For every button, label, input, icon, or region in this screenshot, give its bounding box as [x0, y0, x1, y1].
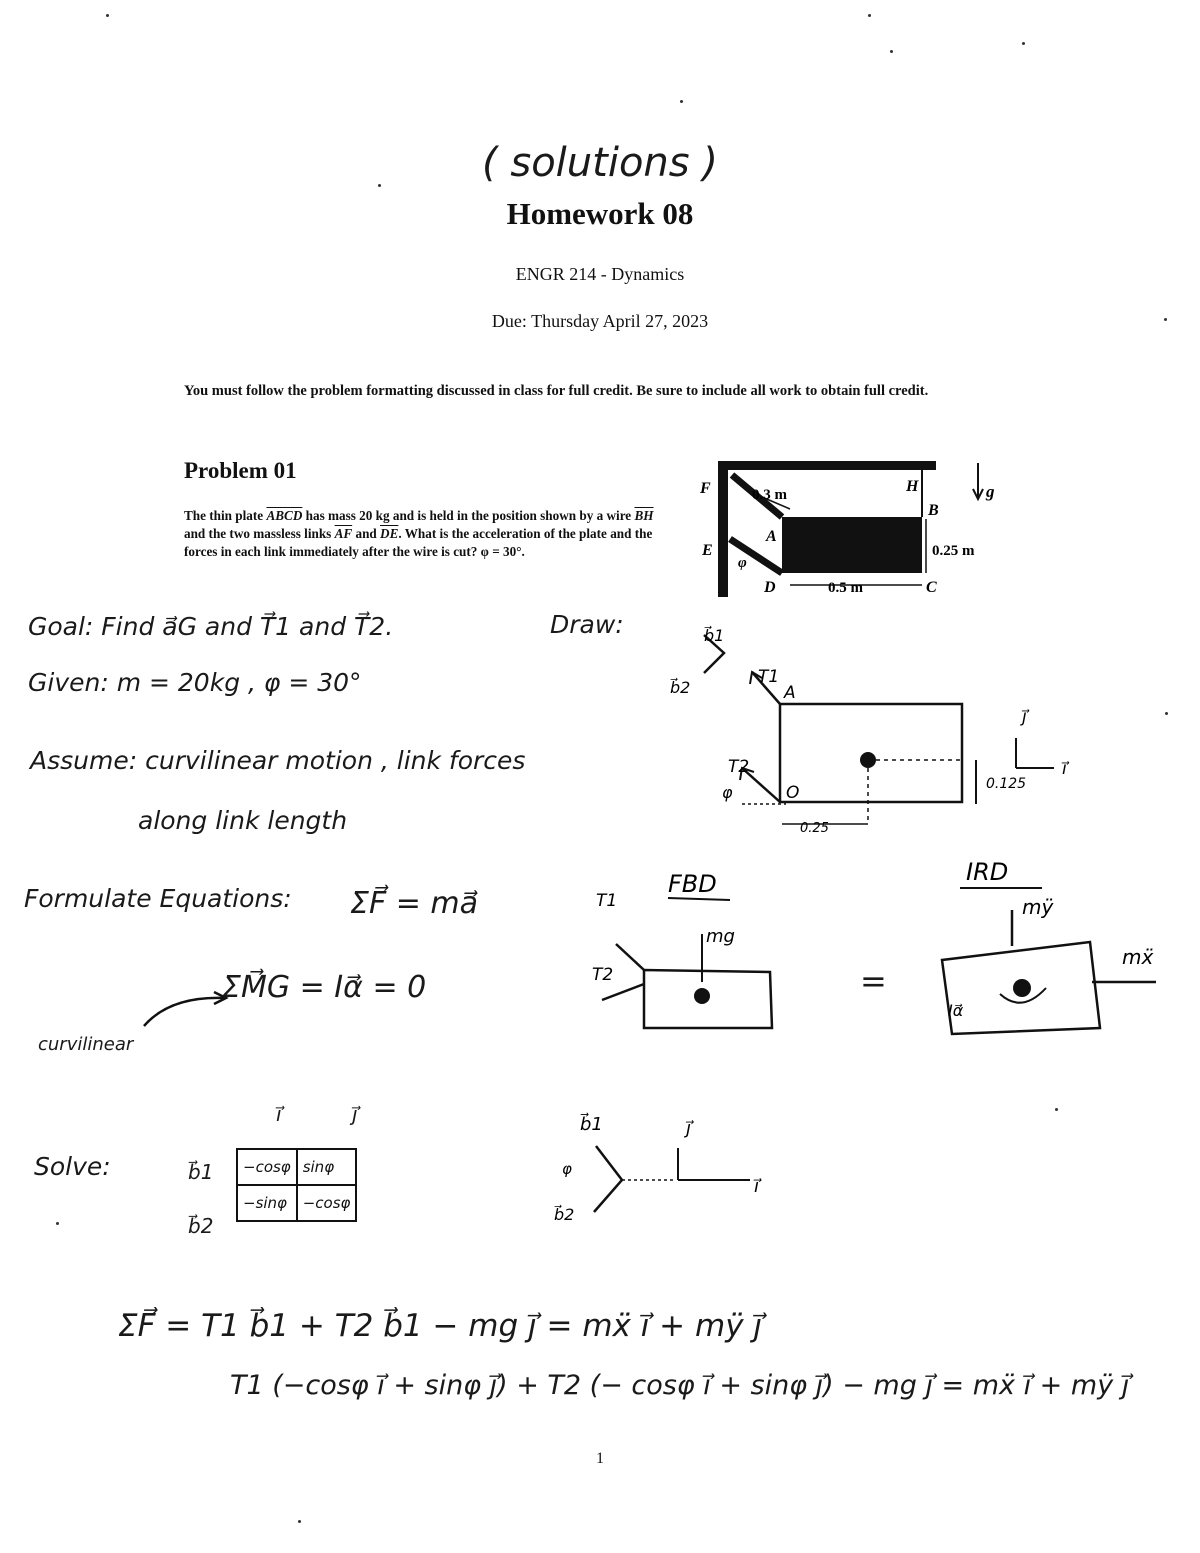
axes-i: i⃗	[754, 1176, 760, 1197]
dcm-row-b1: b⃗1	[188, 1160, 214, 1184]
scan-speck	[56, 1222, 59, 1225]
problem-statement: The thin plate ABCD has mass 20 kg and is held in the position shown by a wire $\overline{BH}$ and the two massless links $\overline{AF}$ and $\overline{DE}$. What is the acceleration of the plate and the forces in each link immediately after the wire is cut? φ = 30°.	[184, 508, 654, 559]
formulate-label: Formulate Equations:	[24, 884, 292, 913]
axes-j: j⃗	[686, 1118, 692, 1139]
fbd-diagram	[580, 860, 780, 1035]
fbd-title: FBD	[668, 870, 717, 898]
axes-b2: b⃗2	[554, 1205, 575, 1224]
dcm-table	[236, 1148, 357, 1222]
ird-ia: Iα⃗	[948, 1001, 964, 1020]
assume-line: Assume: curvilinear motion , link forces	[30, 746, 526, 775]
eq-sum-forces: ΣF⃗ = T1 b⃗1 + T2 b⃗1 − mg j⃗ = mẍ i⃗ + mÿ j⃗	[118, 1308, 763, 1344]
eq-force: ΣF⃗ = ma⃗	[350, 886, 479, 921]
dim-025: 0.25 m	[932, 543, 975, 559]
kin-t2: T2	[728, 757, 750, 777]
basis-b1-label: b⃗1	[704, 626, 725, 645]
page-title: Homework 08	[506, 196, 694, 231]
ird-mx: mẍ	[1122, 945, 1154, 969]
ird-title: IRD	[966, 858, 1009, 886]
label-h: H	[906, 478, 919, 495]
basis-b2-label: b⃗2	[670, 678, 691, 697]
scan-speck	[1055, 1108, 1058, 1111]
kin-dim-y: 0.125	[986, 776, 1027, 792]
ird-my: mÿ	[1022, 895, 1054, 919]
kin-phi: φ	[722, 783, 733, 802]
eq-sum-components: T1 (−cosφ i⃗ + sinφ j⃗) + T2 (− cosφ i⃗ + sinφ j⃗) − mg j⃗ = mẍ i⃗ + mÿ j⃗	[230, 1370, 1130, 1401]
due-date: Due: Thursday April 27, 2023	[491, 311, 709, 331]
scan-speck	[106, 14, 109, 17]
draw-label: Draw:	[550, 610, 624, 639]
dcm-col-j: j⃗	[352, 1102, 358, 1126]
dcm-table-row	[237, 1185, 356, 1221]
dcm-table-row	[237, 1149, 356, 1185]
fbd-t2: T2	[592, 965, 614, 985]
given-line: Given: m = 20kg , φ = 30°	[28, 668, 362, 697]
scan-speck	[680, 100, 683, 103]
eq-moment: ΣM⃗G = Iα⃗ = 0	[222, 970, 427, 1005]
dcm-cell: −cosφ	[297, 1185, 357, 1221]
label-d: D	[764, 579, 776, 596]
scan-speck	[868, 14, 871, 17]
curvilinear-arrow	[140, 990, 230, 1030]
kin-o: O	[786, 783, 800, 803]
kin-i: i⃗	[1062, 759, 1067, 779]
label-b: B	[928, 502, 939, 519]
dcm-row-b2: b⃗2	[188, 1214, 214, 1238]
plate-abcd	[782, 517, 922, 573]
label-c: C	[926, 579, 937, 596]
label-g: g	[986, 482, 995, 501]
fbd-t1: T1	[596, 891, 618, 911]
dcm-cell: −cosφ	[237, 1149, 297, 1185]
ceiling	[718, 461, 936, 470]
wall	[718, 461, 728, 597]
axes-sketch	[540, 1100, 780, 1230]
solutions-note: ( solutions )	[482, 140, 718, 186]
kin-dim-x: 0.25	[800, 821, 829, 836]
curvilinear-note: curvilinear	[38, 1034, 134, 1055]
kin-j: j⃗	[1022, 707, 1027, 727]
kin-t1: T1	[758, 667, 780, 687]
scan-speck	[890, 50, 893, 53]
label-phi: φ	[738, 555, 747, 571]
kin-a: A	[784, 683, 796, 703]
dim-05: 0.5 m	[828, 580, 863, 596]
instructions: You must follow the problem formatting discussed in class for full credit. Be sure to include all work to obtain full credit.	[184, 383, 929, 399]
scan-speck	[1165, 712, 1168, 715]
assume-line-2: along link length	[138, 806, 348, 835]
fbd-mg: mg	[706, 926, 735, 947]
problem-figure	[690, 455, 1010, 600]
dim-03: 0.3 m	[752, 487, 787, 503]
label-e: E	[702, 542, 713, 559]
label-f: F	[700, 480, 711, 497]
page-number: 1	[596, 1450, 604, 1467]
scan-speck	[298, 1520, 301, 1523]
solve-label: Solve:	[34, 1152, 111, 1181]
kinematic-sketch	[716, 660, 1096, 845]
goal-line: Goal: Find a⃗G and T⃗1 and T⃗2.	[28, 612, 394, 641]
axes-phi: φ	[562, 1160, 572, 1178]
scan-speck	[1022, 42, 1025, 45]
axes-b1: b⃗1	[580, 1114, 603, 1135]
course-name: ENGR 214 - Dynamics	[515, 264, 685, 284]
ird-diagram	[930, 848, 1170, 1043]
dcm-cell: −sinφ	[237, 1185, 297, 1221]
dcm-cell: sinφ	[297, 1149, 357, 1185]
dcm-col-i: i⃗	[276, 1102, 282, 1126]
problem-heading: Problem 01	[184, 458, 297, 483]
fbd-equals: =	[860, 962, 887, 1000]
label-a: A	[766, 528, 777, 545]
